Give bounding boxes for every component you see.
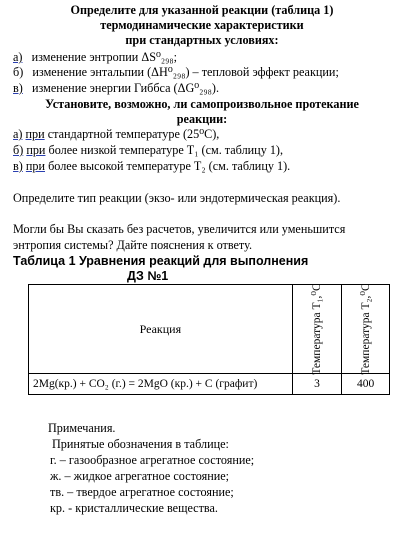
condition-c-letter: в) [13,159,23,173]
table-row [29,374,390,395]
question-reaction-type: Определите тип реакции (экзо- или эндотермическая реакция). [13,191,341,205]
reaction-equation: 2Mg(кр.) + CO₂ (г.) = 2MgO (кр.) + C (графит) [29,374,293,395]
task-a-letter: а) [13,50,23,64]
task-a-text: изменение энтропии ΔS⁰₂₉₈; [31,50,177,64]
condition-b-letter: б) [13,143,24,157]
task-b-letter: б) [13,65,24,79]
condition-c [13,159,290,173]
table-title-line-1: Таблица 1 Уравнения реакций для выполнения [13,254,309,268]
notes-title: Примечания. [48,421,116,435]
task-c [13,81,219,95]
column-header-t1-label: Температура T₁,⁰C [310,283,323,375]
task-b [13,65,339,79]
notes-item-solid: тв. – твердое агрегатное состояние; [50,485,234,499]
notes-item-liquid: ж. – жидкое агрегатное состояние; [50,469,230,483]
question-entropy-line-1: Могли бы Вы сказать без расчетов, увеличится или уменьшится [13,222,346,236]
task-c-text: изменение энергии Гиббса (ΔG⁰₂₉₈). [31,81,219,95]
notes-item-crystal: кр. - кристаллические вещества. [50,501,218,515]
condition-a [13,127,219,141]
column-header-reaction: Реакция [29,285,293,374]
question-entropy-line-2: энтропия системы? Дайте пояснения к ответу. [13,238,253,252]
reaction-t2-value: 400 [342,374,390,395]
subheader-line-1: Установите, возможно, ли самопроизвольное протекание [45,97,359,111]
condition-a-letter: а) [13,127,23,141]
notes-item-gas: г. – газообразное агрегатное состояние; [50,453,255,467]
notes-intro: Принятые обозначения в таблице: [52,437,229,451]
header-line-3: при стандартных условиях: [125,33,279,47]
header-line-2: термодинамические характеристики [100,18,304,32]
table-header-row [29,285,390,374]
column-header-t1 [292,285,342,374]
task-c-letter: в) [13,81,23,95]
subheader-line-2: реакции: [176,112,228,126]
condition-c-text: более высокой температуре T₂ (см. таблицу 1). [48,159,291,173]
header-line-1: Определите для указанной реакции (таблица 1) [70,3,334,17]
reaction-t1-value: 3 [292,374,342,395]
column-header-t2 [342,285,390,374]
reactions-table [28,284,390,395]
condition-b-text: более низкой температуре T₁ (см. таблицу 1), [48,143,284,157]
condition-a-prefix: при [25,127,45,141]
condition-b [13,143,283,157]
condition-b-prefix: при [26,143,46,157]
condition-c-prefix: при [25,159,46,173]
task-a [13,50,177,64]
task-b-text: изменение энтальпии (ΔH⁰₂₉₈) – тепловой эффект реакции; [32,65,339,79]
condition-a-text: стандартной температуре (25⁰C), [47,127,220,141]
table-title-line-2: ДЗ №1 [127,269,169,283]
column-header-t2-label: Температура T₂,⁰C [359,283,372,375]
